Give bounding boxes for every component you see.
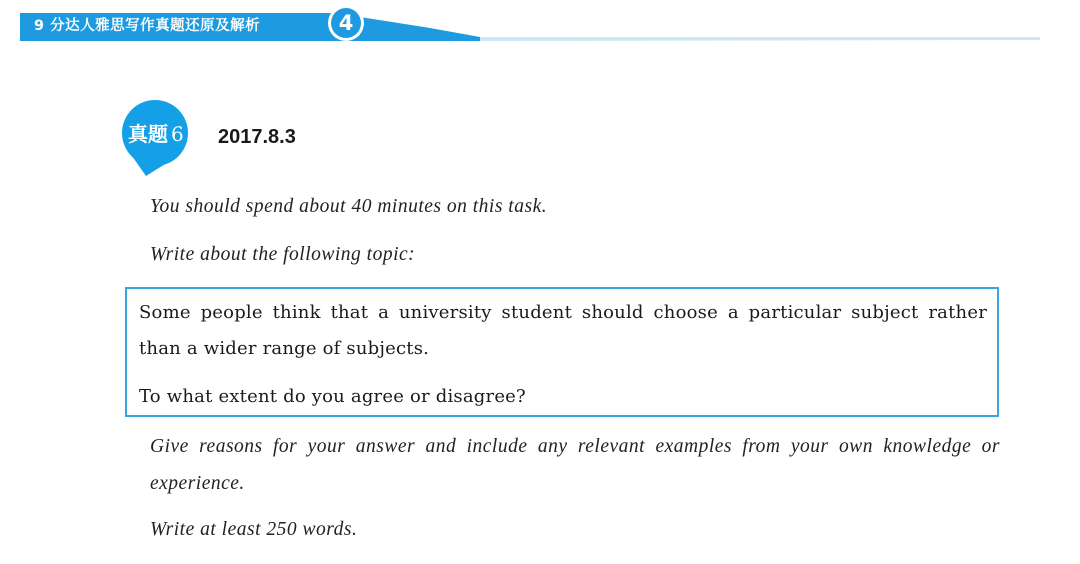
question-badge <box>116 96 216 186</box>
exam-date: 2017.8.3 <box>218 126 296 148</box>
time-instruction: You should spend about 40 minutes on this task. <box>150 196 548 217</box>
word-count-instruction: Write at least 250 words. <box>150 519 358 540</box>
reasons-instruction: Give reasons for your answer and include any relevant examples from your own knowledge or experience. <box>150 436 1000 494</box>
topic-statement: Some people think that a university student should choose a particular subject rather than a wider range of subjects. <box>139 302 987 359</box>
book-title: 9 分达人雅思写作真题还原及解析 <box>34 18 261 34</box>
volume-number: 4 <box>338 11 354 35</box>
badge-label <box>128 118 184 147</box>
badge-number: 6 <box>171 122 184 146</box>
topic-box <box>125 287 999 417</box>
write-instruction: Write about the following topic: <box>150 244 416 265</box>
badge-label-text: 真题 <box>128 122 168 146</box>
topic-question: To what extent do you agree or disagree? <box>139 386 526 407</box>
header-banner <box>0 0 1080 50</box>
